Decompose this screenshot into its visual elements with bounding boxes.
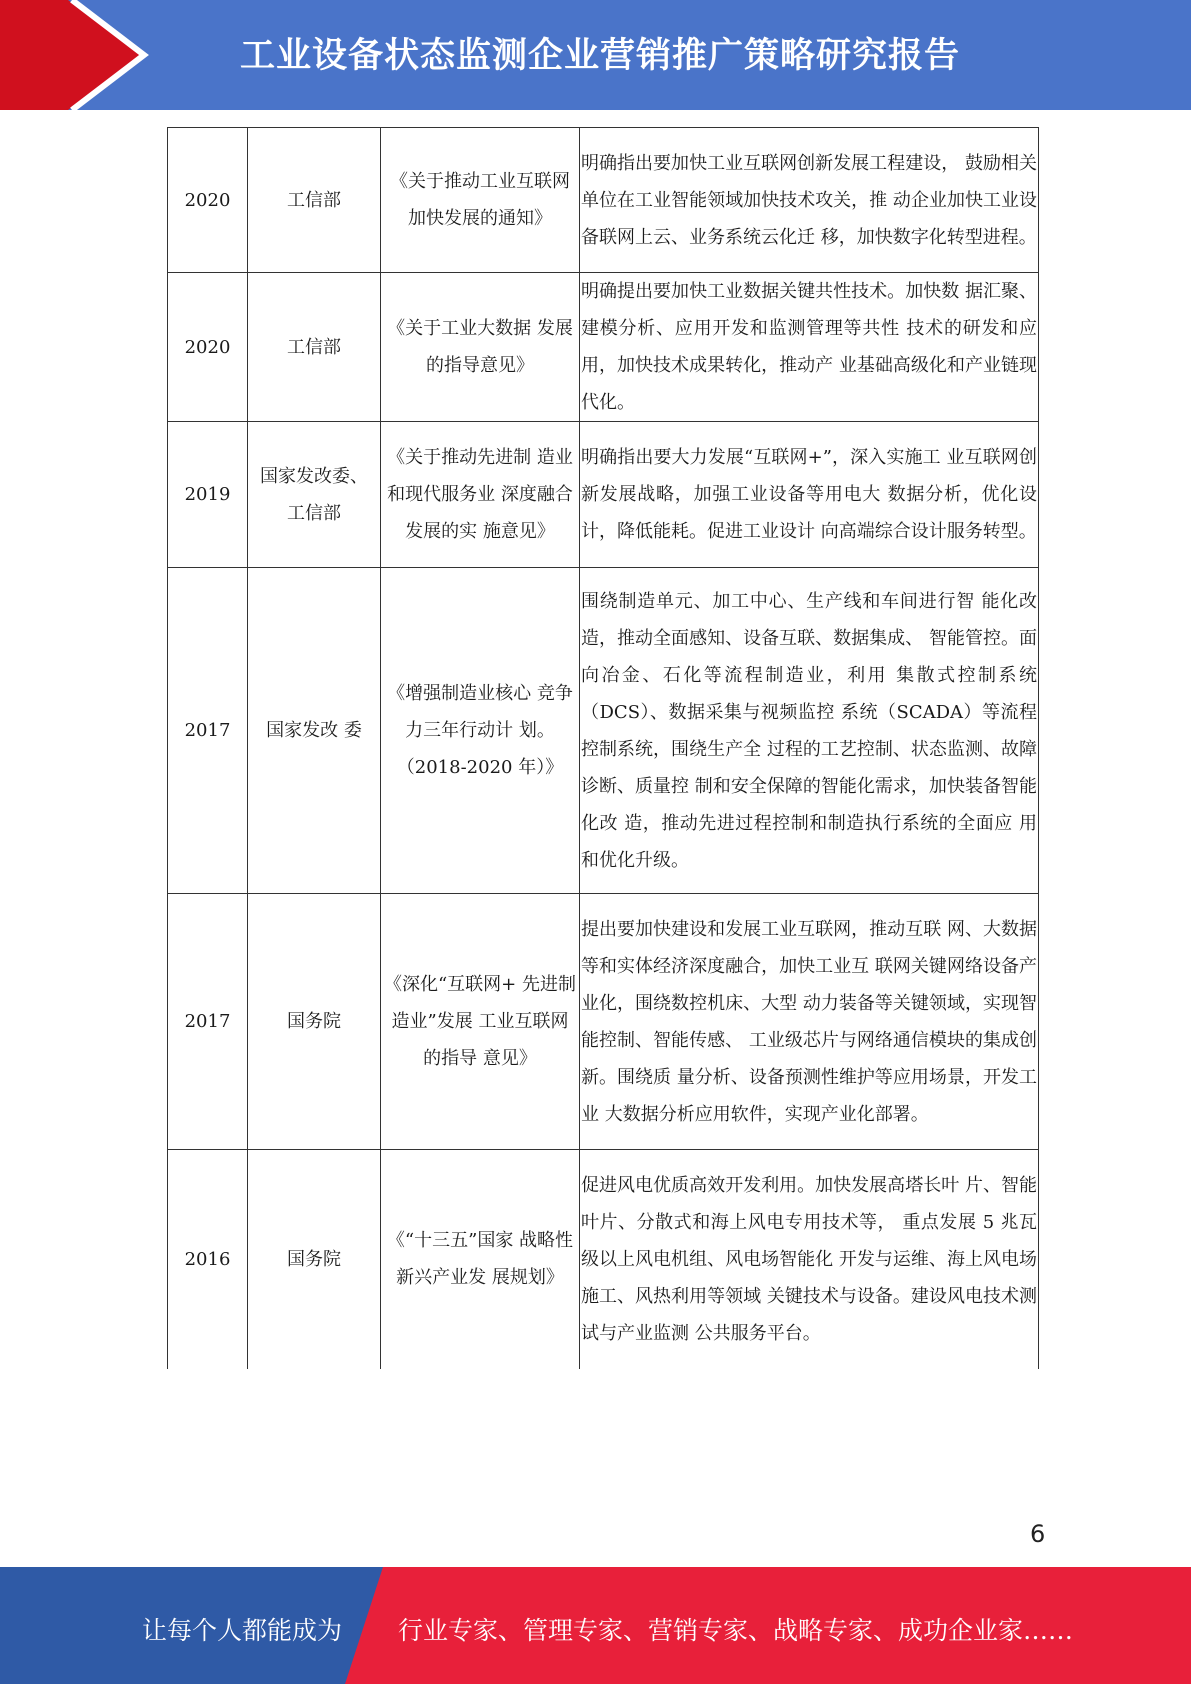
footer-slogan-right: 行业专家、管理专家、营销专家、战略专家、成功企业家…… <box>398 1616 1074 1645</box>
content-cell: 促进风电优质高效开发利用。加快发展高塔长叶 片、智能叶片、分散式和海上风电专用技术等， 重点发展 5 兆瓦级以上风电机组、风电场智能化 开发与运维、海上风电场施工、风热利用等领域 关键技术与设备。建设风电技术测试与产业监测 公共服务平台。 <box>580 1150 1039 1369</box>
table-row <box>168 1150 1039 1369</box>
header-chevron-decoration <box>0 0 150 110</box>
department-cell: 工信部 <box>248 273 381 422</box>
content-cell: 明确提出要加快工业数据关键共性技术。加快数 据汇聚、建模分析、应用开发和监测管理等共性 技术的研发和应用，加快技术成果转化，推动产 业基础高级化和产业链现代化。 <box>580 273 1039 422</box>
content-cell: 提出要加快建设和发展工业互联网，推动互联 网、大数据等和实体经济深度融合，加快工业互 联网关键网络设备产业化，围绕数控机床、大型 动力装备等关键领域，实现智能控制、智能传感、 工业级芯片与网络通信模块的集成创新。围绕质 量分析、设备预测性维护等应用场景，开发工业 大数据分析应用软件，实现产业化部署。 <box>580 894 1039 1150</box>
document-name-cell: 《关于推动先进制 造业和现代服务业 深度融合发展的实 施意见》 <box>381 422 580 568</box>
department-cell: 工信部 <box>248 128 381 273</box>
content-cell: 围绕制造单元、加工中心、生产线和车间进行智 能化改造，推动全面感知、设备互联、数据集成、 智能管控。面向冶金、石化等流程制造业，利用 集散式控制系统（DCS）、数据采集与视频监控 系统（SCADA）等流程控制系统，围绕生产全 过程的工艺控制、状态监测、故障诊断、质量控 制和安全保障的智能化需求，加快装备智能化改 造，推动先进过程控制和制造执行系统的全面应 用和优化升级。 <box>580 568 1039 894</box>
footer-slogan-left: 让每个人都能成为 <box>142 1616 343 1645</box>
table-row <box>168 894 1039 1150</box>
document-name-cell: 《深化“互联网+ 先进制造业”发展 工业互联网的指导 意见》 <box>381 894 580 1150</box>
year-cell: 2019 <box>168 422 248 568</box>
table-row <box>168 128 1039 273</box>
year-cell: 2020 <box>168 128 248 273</box>
document-name-cell: 《“十三五”国家 战略性新兴产业发 展规划》 <box>381 1150 580 1369</box>
policy-table <box>167 127 1039 1369</box>
content-cell: 明确指出要加快工业互联网创新发展工程建设， 鼓励相关单位在工业智能领域加快技术攻关，推 动企业加快工业设备联网上云、业务系统云化迁 移，加快数字化转型进程。 <box>580 128 1039 273</box>
page-number: 6 <box>1030 1520 1046 1548</box>
document-title: 工业设备状态监测企业营销推广策略研究报告 <box>240 36 961 76</box>
document-name-cell: 《增强制造业核心 竞争力三年行动计 划。（2018-2020 年）》 <box>381 568 580 894</box>
year-cell: 2016 <box>168 1150 248 1369</box>
content-cell: 明确指出要大力发展“互联网+”，深入实施工 业互联网创新发展战略，加强工业设备等用电大 数据分析，优化设计，降低能耗。促进工业设计 向高端综合设计服务转型。 <box>580 422 1039 568</box>
table-row <box>168 273 1039 422</box>
page-header <box>0 0 1191 110</box>
department-cell: 国务院 <box>248 894 381 1150</box>
page-footer <box>0 1567 1191 1684</box>
policy-table-body <box>168 128 1039 1369</box>
document-name-cell: 《关于推动工业互联网加快发展的通知》 <box>381 128 580 273</box>
year-cell: 2020 <box>168 273 248 422</box>
department-cell: 国家发改 委 <box>248 568 381 894</box>
table-row <box>168 568 1039 894</box>
document-name-cell: 《关于工业大数据 发展的指导意见》 <box>381 273 580 422</box>
department-cell: 国务院 <box>248 1150 381 1369</box>
table-row <box>168 422 1039 568</box>
year-cell: 2017 <box>168 894 248 1150</box>
year-cell: 2017 <box>168 568 248 894</box>
department-cell: 国家发改委、工信部 <box>248 422 381 568</box>
